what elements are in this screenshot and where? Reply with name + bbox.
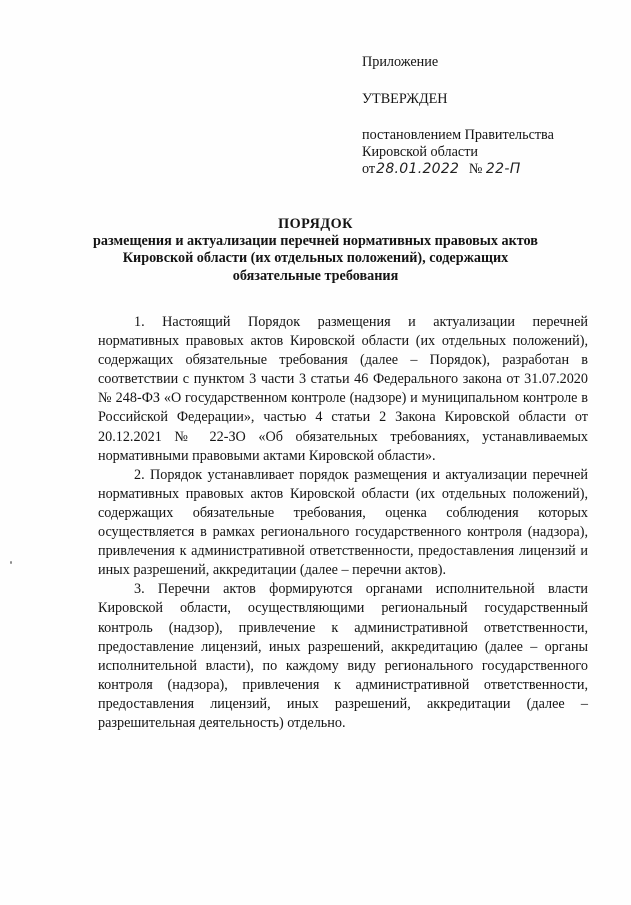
paragraph-3: 3. Перечни актов формируются органами исполнительной власти Кировской области, осуществляющими региональный государственный контроль (надзор), привлечение к административной ответственности, предоставление лицензий, иных разрешений, аккредитацию (далее – органы исполнительной власти), по каждому виду регионального государственного контроля (надзора), привлечения к административной ответственности, предоставления лицензий, иных разрешений, аккредитации (далее – разрешительная деятельность) отдельно. <box>98 581 588 731</box>
scan-speck <box>10 561 12 564</box>
date-prefix: от <box>362 161 376 177</box>
paragraph-1: 1. Настоящий Порядок размещения и актуализации перечней нормативных правовых актов Кировской области (их отдельных положений), содержащих обязательные требования (далее – Порядок), разработан в соответствии с пунктом 3 части 3 статьи 46 Федерального закона от 31.07.2020 № 248-ФЗ «О государственном контроле (надзоре) и муниципальном контроле в Российской Федерации», частью 4 статьи 2 Закона Кировской области от 20.12.2021 № 22-ЗО «Об обязательных требованиях, устанавливаемых нормативными правовыми актами Кировской области». <box>98 314 588 464</box>
decree-line-1: постановлением Правительства <box>362 127 554 143</box>
appendix-label: Приложение <box>362 54 439 70</box>
decree-line-2: Кировской области <box>362 144 478 160</box>
document-body <box>98 313 588 733</box>
document-subtitle-line-2: Кировской области (их отдельных положений), содержащих <box>122 250 509 267</box>
document-heading: ПОРЯДОК <box>278 216 353 232</box>
decree-date-line <box>362 161 612 178</box>
paragraph-2: 2. Порядок устанавливает порядок размещения и актуализации перечней нормативных правовых актов Кировской области (их отдельных положений), содержащих обязательные требования, оценка соблюдения которых осуществляется в рамках регионального государственного контроля (надзора), привлечения к административной ответственности, предоставления лицензий и иных разрешений, аккредитации (далее – перечни актов). <box>98 466 588 579</box>
approved-label: УТВЕРЖДЕН <box>362 91 448 107</box>
document-subtitle-line-1: размещения и актуализации перечней нормативных правовых актов <box>93 233 538 250</box>
number-sign: № <box>468 161 483 177</box>
handwritten-number: 22-П <box>485 161 521 177</box>
approval-stamp-block <box>362 54 612 178</box>
document-title-block <box>40 216 591 285</box>
document-subtitle-line-3: обязательные требования <box>232 267 399 284</box>
handwritten-date: 28.01.2022 <box>376 161 460 177</box>
